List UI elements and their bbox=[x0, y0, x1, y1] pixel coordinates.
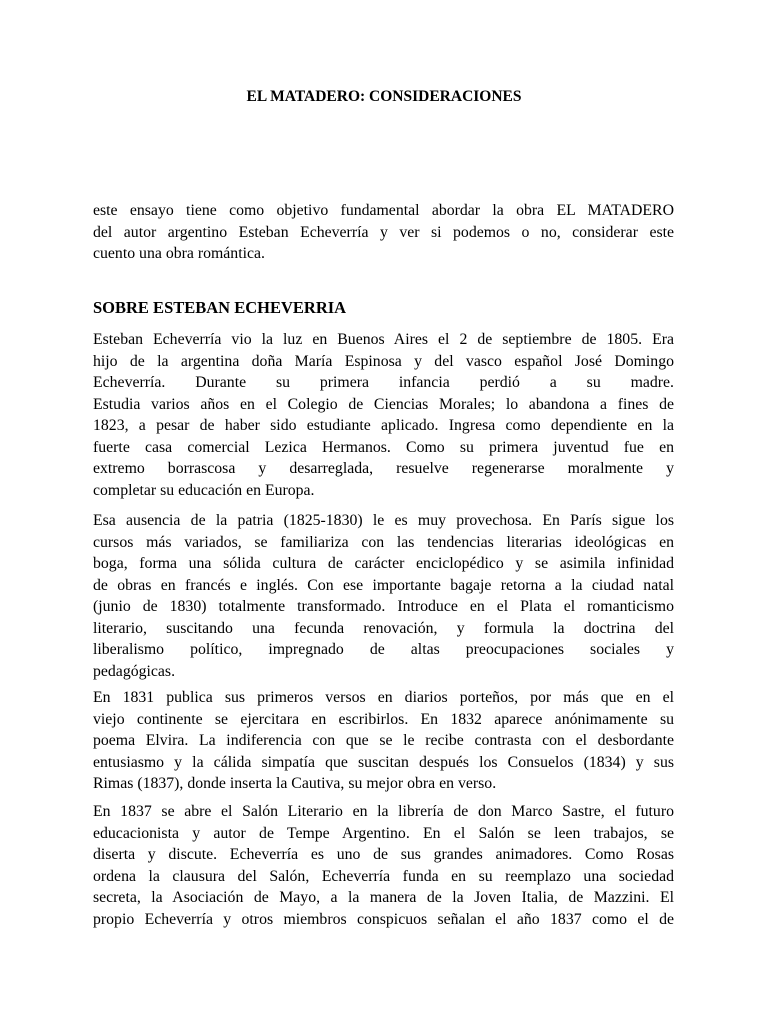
section-heading: SOBRE ESTEBAN ECHEVERRIA bbox=[93, 298, 347, 317]
text-line: En 1837 se abre el Salón Literario en la librería de don Marco Sastre, el futuro bbox=[93, 803, 674, 820]
text-line: poema Elvira. La indiferencia con que se le recibe contrasta con el desbordante bbox=[93, 732, 674, 749]
text-line: viejo continente se ejercitara en escribirlos. En 1832 aparece anónimamente su bbox=[93, 710, 674, 728]
text-line: Esteban Echeverría vio la luz en Buenos Aires el 2 de septiembre de 1805. Era bbox=[93, 331, 674, 348]
text-line: de obras en francés e inglés. Con ese importante bagaje retorna a la ciudad natal bbox=[93, 576, 674, 594]
text-line: hijo de la argentina doña María Espinosa y del vasco español José Domingo bbox=[93, 352, 674, 370]
text-line: ordena la clausura del Salón, Echeverría funda en su reemplazo una sociedad bbox=[93, 867, 674, 885]
paragraph-4 bbox=[93, 801, 674, 930]
text-line: propio Echeverría y otros miembros conspicuos señalan el año 1837 como el de bbox=[93, 910, 674, 928]
text-line: (junio de 1830) totalmente transformado. Introduce en el Plata el romanticismo bbox=[93, 598, 674, 615]
text-line: diserta y discute. Echeverría es uno de sus grandes animadores. Como Rosas bbox=[93, 846, 674, 863]
text-line: Echeverría. Durante su primera infancia perdió a su madre. bbox=[93, 374, 674, 391]
text-line: pedagógicas. bbox=[93, 662, 176, 680]
paragraph-3 bbox=[93, 687, 674, 795]
text-line: completar su educación en Europa. bbox=[93, 481, 315, 499]
intro-paragraph bbox=[93, 200, 674, 265]
text-line: liberalismo político, impregnado de altas preocupaciones sociales y bbox=[93, 641, 674, 658]
text-line: cursos más variados, se familiariza con las tendencias literarias ideológicas en bbox=[93, 533, 674, 551]
text-line: boga, forma una sólida cultura de carácter enciclopédico y se asimila infinidad bbox=[93, 555, 674, 572]
document-title: EL MATADERO: CONSIDERACIONES bbox=[246, 88, 522, 105]
text-line: secreta, la Asociación de Mayo, a la manera de la Joven Italia, de Mazzini. El bbox=[93, 889, 674, 906]
paragraph-2 bbox=[93, 510, 674, 682]
text-line: Estudia varios años en el Colegio de Ciencias Morales; lo abandona a fines de bbox=[93, 395, 674, 413]
text-line: Rimas (1837), donde inserta la Cautiva, su mejor obra en verso. bbox=[93, 775, 497, 792]
text-line: Esa ausencia de la patria (1825-1830) le es muy provechosa. En París sigue los bbox=[93, 512, 674, 529]
text-line: literario, suscitando una fecunda renovación, y formula la doctrina del bbox=[93, 619, 674, 637]
text-line: este ensayo tiene como objetivo fundamental abordar la obra EL MATADERO bbox=[93, 202, 674, 219]
text-line: cuento una obra romántica. bbox=[93, 245, 265, 262]
paragraph-1 bbox=[93, 329, 674, 501]
text-line: 1823, a pesar de haber sido estudiante aplicado. Ingresa como dependiente en la bbox=[93, 417, 674, 434]
text-line: del autor argentino Esteban Echeverría y ver si podemos o no, considerar este bbox=[93, 223, 674, 241]
text-line: fuerte casa comercial Lezica Hermanos. Como su primera juventud fue en bbox=[93, 438, 674, 456]
text-line: entusiasmo y la cálida simpatía que suscitan después los Consuelos (1834) y sus bbox=[93, 753, 674, 771]
text-line: En 1831 publica sus primeros versos en diarios porteños, por más que en el bbox=[93, 689, 674, 706]
text-line: extremo borrascosa y desarreglada, resuelve regenerarse moralmente y bbox=[93, 460, 674, 477]
text-line: educacionista y autor de Tempe Argentino. En el Salón se leen trabajos, se bbox=[93, 824, 674, 842]
